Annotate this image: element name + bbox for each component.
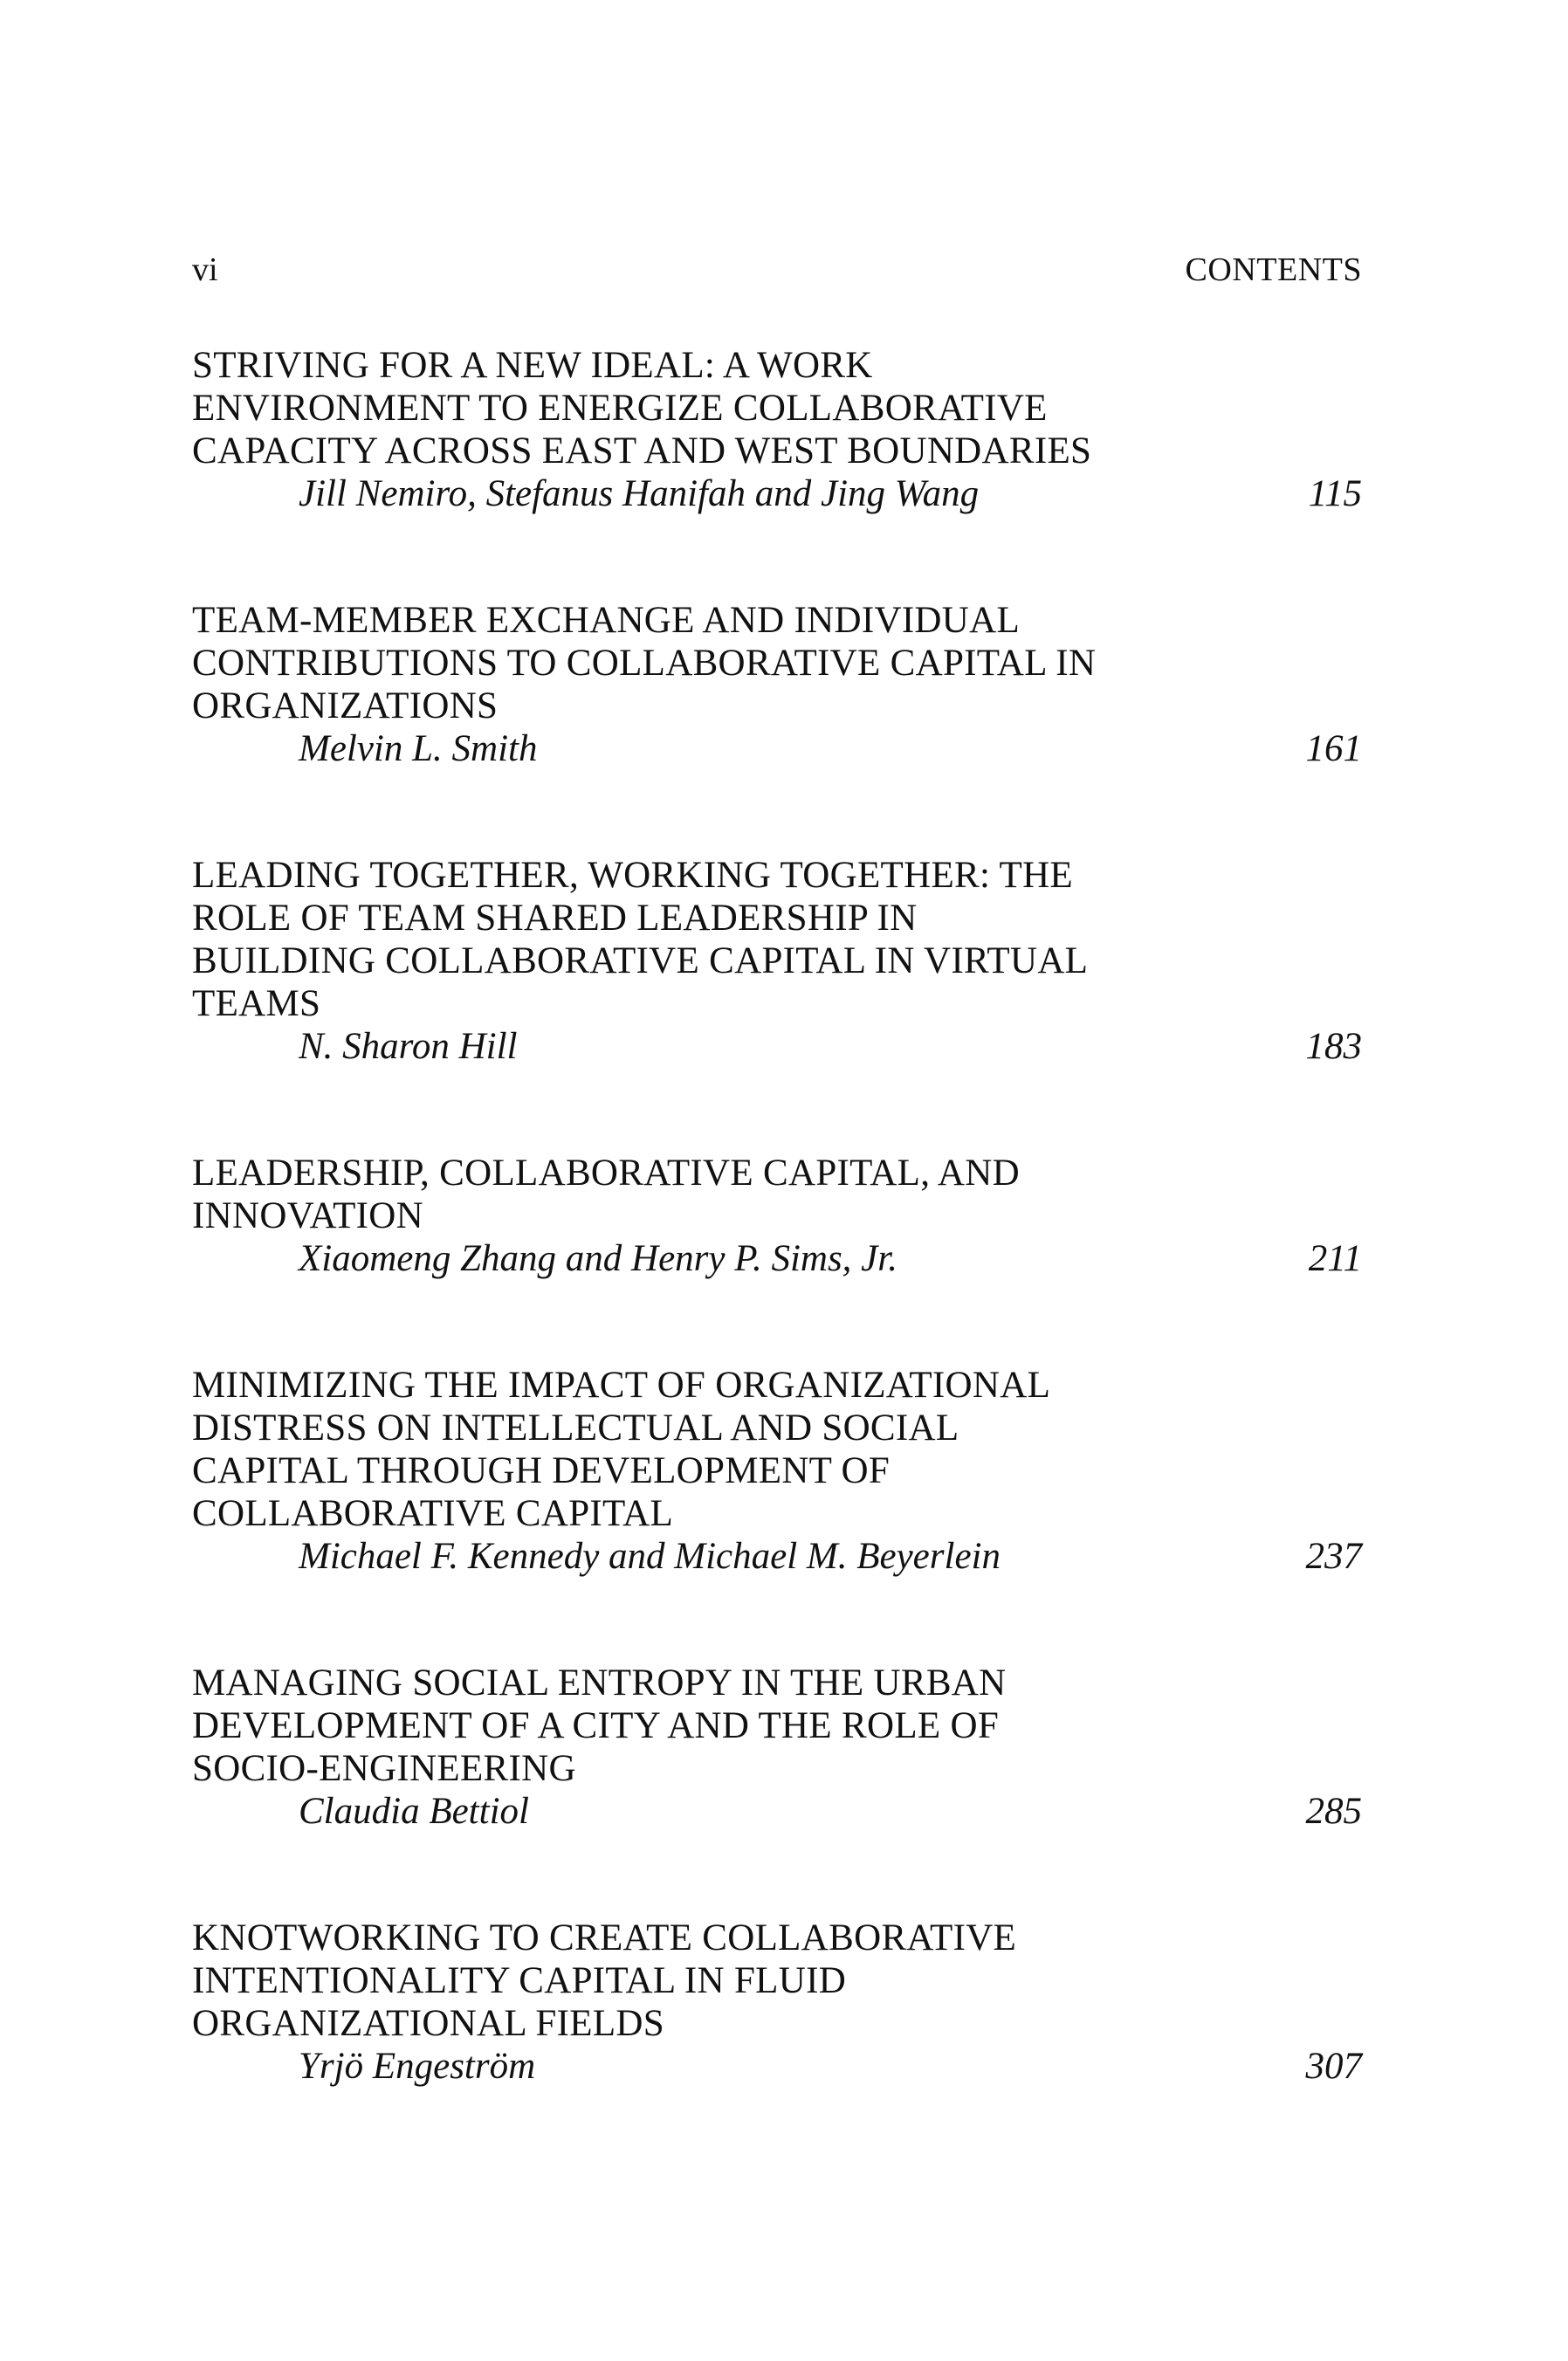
chapter-byline — [192, 1025, 1362, 1068]
chapter-page-number: 285 — [1305, 1791, 1362, 1832]
toc-entry — [192, 1364, 1362, 1578]
chapter-authors: Michael F. Kennedy and Michael M. Beyerlein — [299, 1536, 1001, 1577]
chapter-byline — [192, 1535, 1362, 1578]
chapter-title: TEAM-MEMBER EXCHANGE AND INDIVIDUAL CONTRIBUTIONS TO COLLABORATIVE CAPITAL IN ORGANIZATIONS — [192, 600, 1097, 726]
chapter-byline — [192, 1237, 1362, 1280]
chapter-authors: Claudia Bettiol — [299, 1791, 529, 1832]
page-folio: vi — [192, 251, 218, 288]
toc-entry — [192, 1152, 1362, 1280]
chapter-byline — [192, 472, 1362, 515]
chapter-page-number: 307 — [1305, 2046, 1362, 2087]
chapter-title: KNOTWORKING TO CREATE COLLABORATIVE INTENTIONALITY CAPITAL IN FLUID ORGANIZATIONAL FIELDS — [192, 1917, 1017, 2044]
chapter-authors: Melvin L. Smith — [299, 728, 538, 769]
toc-entry — [192, 599, 1362, 770]
chapter-title: STRIVING FOR A NEW IDEAL: A WORK ENVIRONMENT TO ENERGIZE COLLABORATIVE CAPACITY ACROSS EAST AND WEST BOUNDARIES — [192, 345, 1092, 472]
chapter-byline — [192, 2045, 1362, 2088]
toc-entry — [192, 344, 1362, 515]
chapter-page-number: 183 — [1305, 1026, 1362, 1067]
chapter-authors: Jill Nemiro, Stefanus Hanifah and Jing Wang — [299, 473, 980, 514]
chapter-title: LEADERSHIP, COLLABORATIVE CAPITAL, AND INNOVATION — [192, 1153, 1020, 1236]
toc-entry — [192, 854, 1362, 1068]
chapter-byline — [192, 1790, 1362, 1833]
chapter-page-number: 161 — [1305, 728, 1362, 769]
chapter-authors: Xiaomeng Zhang and Henry P. Sims, Jr. — [299, 1238, 897, 1279]
chapter-byline — [192, 727, 1362, 770]
table-of-contents — [192, 344, 1362, 2172]
chapter-title: MANAGING SOCIAL ENTROPY IN THE URBAN DEVELOPMENT OF A CITY AND THE ROLE OF SOCIO-ENGINEERING — [192, 1662, 1007, 1789]
running-head-title: CONTENTS — [1185, 251, 1362, 288]
toc-entry — [192, 1917, 1362, 2088]
toc-entry — [192, 1662, 1362, 1833]
chapter-title: LEADING TOGETHER, WORKING TOGETHER: THE ROLE OF TEAM SHARED LEADERSHIP IN BUILDING COLLABORATIVE CAPITAL IN VIRTUAL TEAMS — [192, 855, 1089, 1024]
running-head — [192, 248, 1362, 292]
chapter-title: MINIMIZING THE IMPACT OF ORGANIZATIONAL DISTRESS ON INTELLECTUAL AND SOCIAL CAPITAL THROUGH DEVELOPMENT OF COLLABORATIVE CAPITAL — [192, 1365, 1051, 1534]
chapter-page-number: 211 — [1308, 1238, 1362, 1279]
chapter-authors: Yrjö Engeström — [299, 2046, 536, 2087]
chapter-page-number: 115 — [1308, 473, 1362, 514]
chapter-authors: N. Sharon Hill — [299, 1026, 518, 1067]
chapter-page-number: 237 — [1305, 1536, 1362, 1577]
